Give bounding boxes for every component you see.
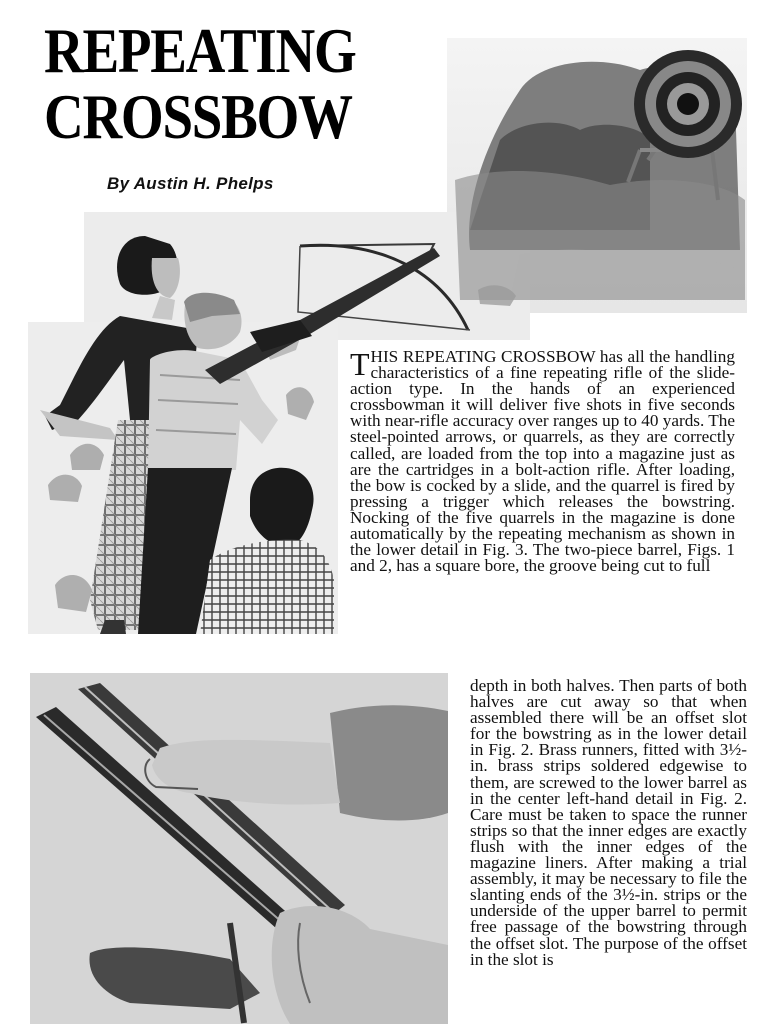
byline: By Austin H. Phelps — [107, 174, 274, 193]
continued-paragraph: depth in both halves. Then parts of both halves are cut away so that when assembled there will be an offset slot for the bowstring as in the lower detail in Fig. 2. Brass runners, fitted with 3½-in. brass strips soldered edgewise to them, are screwed to the lower barrel as in the center left-hand detail in Fig. 2. Care must be taken to space the runner strips so that the inner edges are exactly flush with the inner edges of the magazine liners. After making a trial assembly, it may be necessary to file the slanting ends of the 3½-in. strips or the underside of the upper barrel to permit free passage of the bowstring through the offset slot. The purpose of the offset in the slot is — [470, 676, 747, 969]
title-line-1: REPEATING — [44, 15, 356, 86]
intro-paragraph — [350, 346, 735, 576]
article-title — [44, 15, 356, 152]
intro-text: HIS REPEATING CROSSBOW has all the handling characteristics of a fine repeating rifle of the slide-action type. In the hands of an experienced crossbowman it will deliver five shots in five seconds with near-rifle accuracy over ranges up to 40 yards. The steel-pointed arrows, or quarrels, as they are correctly called, are loaded from the top into a magazine just as are the cartridges in a bolt-action rifle. After loading, the bow is cocked by a slide, and the quarrel is fired by pressing a trigger which releases the bowstring. Nocking of the five quarrels in the magazine is done automatically by the repeating mechanism as shown in the lower detail in Fig. 3. The two-piece barrel, Figs. 1 and 2, has a square bore, the groove being cut to full — [350, 347, 735, 576]
drop-cap: T — [350, 346, 370, 382]
barrel-halves-photo — [30, 673, 448, 1024]
title-line-2: CROSSBOW — [44, 81, 352, 152]
